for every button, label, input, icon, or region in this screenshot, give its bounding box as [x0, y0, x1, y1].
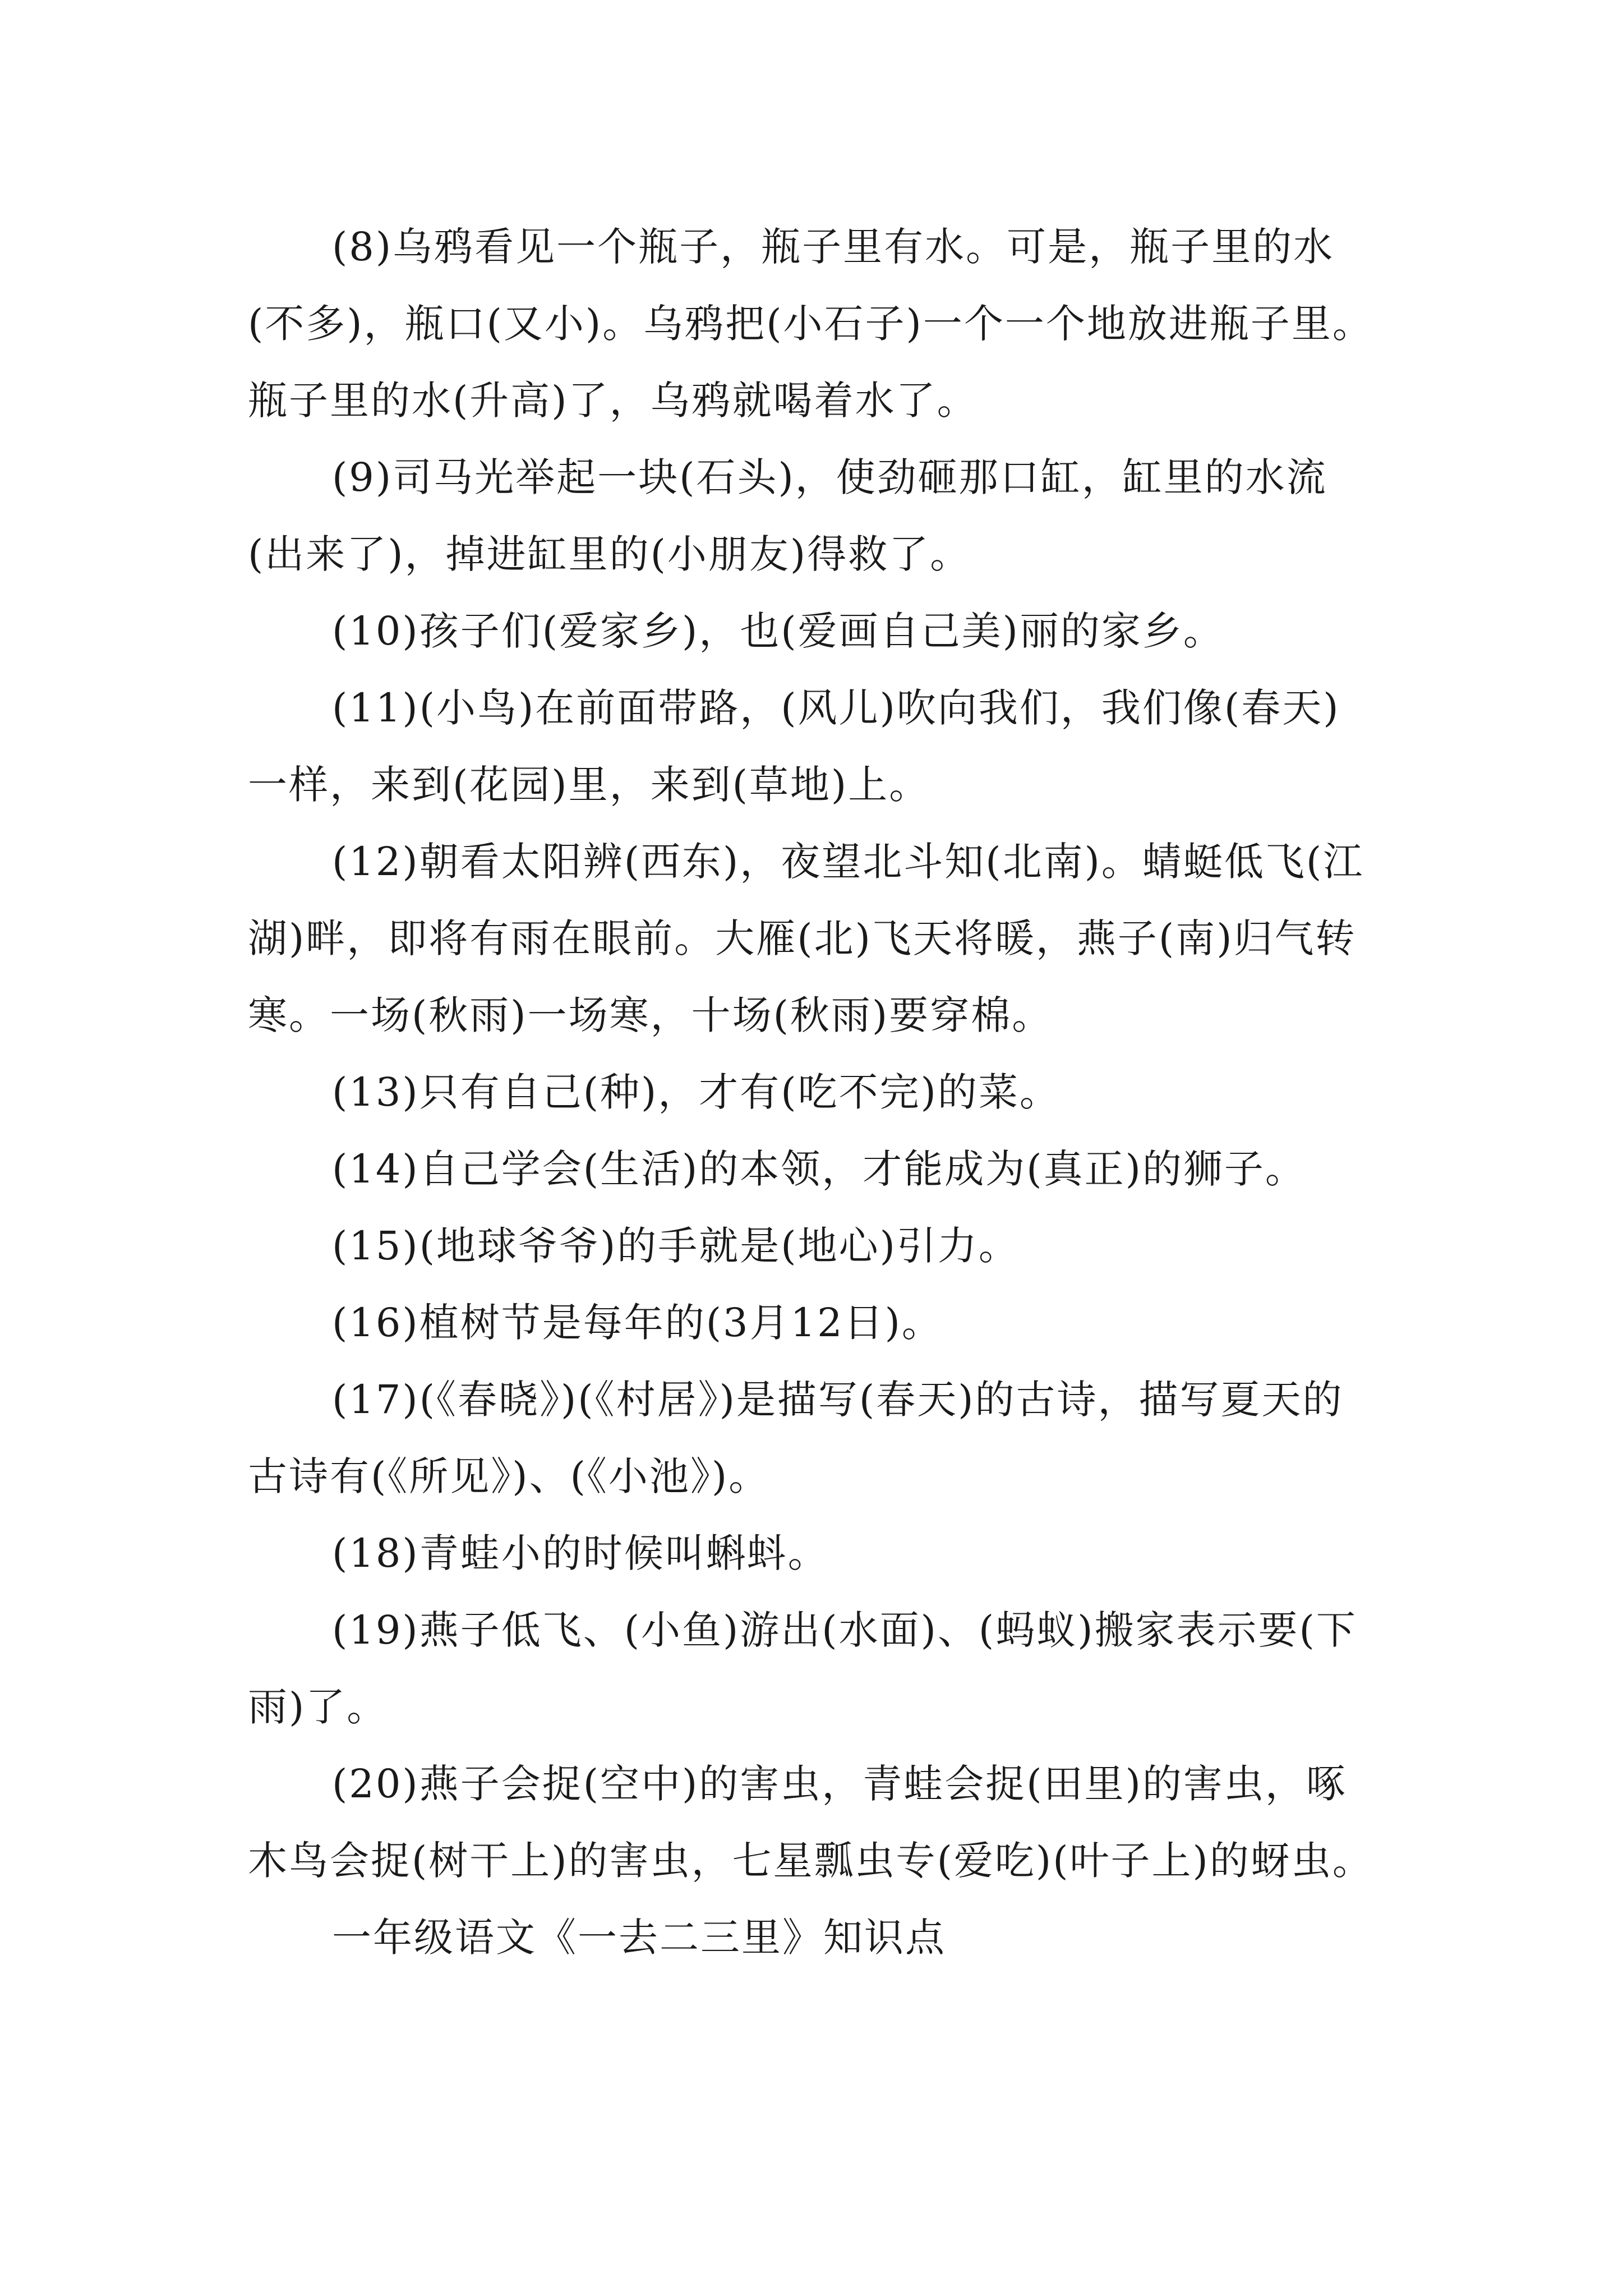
paragraph-14: (14)自己学会(生活)的本领，才能成为(真正)的狮子。 [332, 1146, 1306, 1192]
document-body [248, 209, 1375, 1976]
paragraph-8: (8)乌鸦看见一个瓶子，瓶子里有水。可是，瓶子里的水(不多)，瓶口(又小)。乌鸦把(小石子)一个一个地放进瓶子里。瓶子里的水(升高)了，乌鸦就喝着水了。 [248, 224, 1373, 424]
paragraph-10: (10)孩子们(爱家乡)，也(爱画自己美)丽的家乡。 [332, 608, 1224, 654]
paragraph-13: (13)只有自己(种)，才有(吃不完)的菜。 [332, 1069, 1061, 1115]
paragraph-20: (20)燕子会捉(空中)的害虫，青蛙会捉(田里)的害虫，啄木鸟会捉(树干上)的害虫，七星瓢虫专(爱吃)(叶子上)的蚜虫。 [248, 1761, 1373, 1884]
paragraph-9: (9)司马光举起一块(石头)，使劲砸那口缸，缸里的水流(出来了)，掉进缸里的(小朋友)得救了。 [248, 454, 1327, 577]
paragraph-17: (17)(《春晓》)(《村居》)是描写(春天)的古诗，描写夏天的古诗有(《所见》)、(《小池》)。 [248, 1377, 1344, 1499]
section-heading: 一年级语文《一去二三里》知识点 [332, 1915, 946, 1961]
paragraph-11: (11)(小鸟)在前面带路，(风儿)吹向我们，我们像(春天)一样，来到(花园)里，来到(草地)上。 [248, 685, 1340, 808]
paragraph-18: (18)青蛙小的时候叫蝌蚪。 [332, 1530, 829, 1576]
paragraph-16: (16)植树节是每年的(3月12日)。 [332, 1300, 943, 1346]
paragraph-12: (12)朝看太阳辨(西东)，夜望北斗知(北南)。蜻蜓低飞(江湖)畔，即将有雨在眼前。大雁(北)飞天将暖，燕子(南)归气转寒。一场(秋雨)一场寒，十场(秋雨)要穿棉。 [248, 839, 1364, 1038]
paragraph-15: (15)(地球爷爷)的手就是(地心)引力。 [332, 1223, 1020, 1269]
paragraph-19: (19)燕子低飞、(小鱼)游出(水面)、(蚂蚁)搬家表示要(下雨)了。 [248, 1607, 1357, 1730]
